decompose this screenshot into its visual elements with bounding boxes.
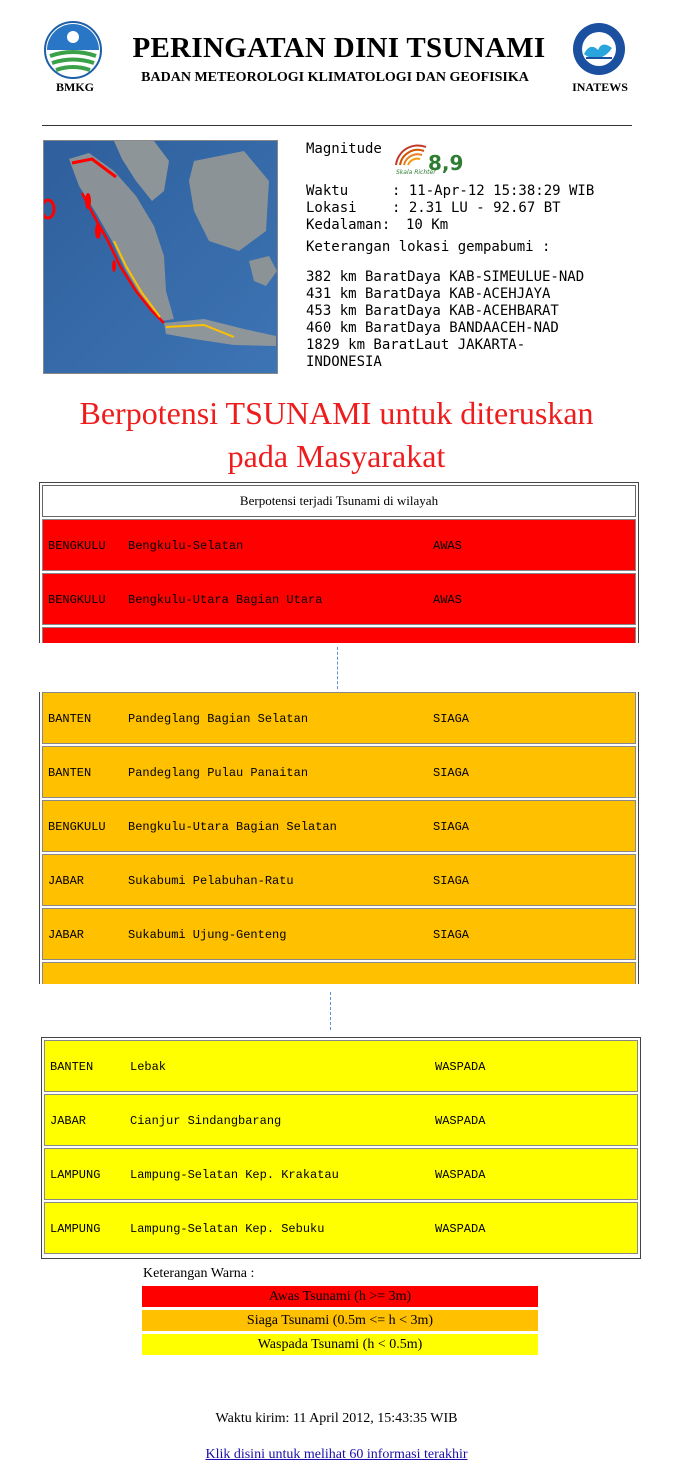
bmkg-logo-caption: BMKG [56,80,94,94]
richter-scale-text: Skala Richter [396,169,436,176]
warning-heading [30,392,643,478]
page-title: PERINGATAN DINI TSUNAMI [132,32,546,64]
table-row [44,1094,638,1146]
row-area: Bengkulu-Utara Bagian Selatan [128,820,337,834]
kedalaman-label: Kedalaman: [306,217,391,233]
table-row [42,908,636,960]
earthquake-map [43,140,278,374]
row-area: Pandeglang Pulau Panaitan [128,766,309,780]
row-province: JABAR [48,928,85,942]
row-status: WASPADA [435,1222,486,1236]
row-province: LAMPUNG [50,1222,101,1236]
location-item: 460 km BaratDaya BANDAACEH-NAD [306,320,559,336]
location-item: 382 km BaratDaya KAB-SIMEULUE-NAD [306,269,585,285]
table-row [42,746,636,798]
table-row [42,519,636,571]
bmkg-logo-icon [44,20,102,82]
row-province: BENGKULU [48,539,106,553]
truncation-marker [330,992,331,1030]
row-area: Lampung-Selatan Kep. Krakatau [130,1168,339,1182]
waktu-label: Waktu [306,183,349,199]
row-status: WASPADA [435,1168,486,1182]
magnitude-value: 8,9 [428,151,464,175]
warning-heading-line1: Berpotensi TSUNAMI untuk diteruskan [79,395,594,431]
legend-waspada: Waspada Tsunami (h < 0.5m) [142,1334,538,1355]
kedalaman-value: 10 Km [406,217,449,233]
table-row-cut [42,962,636,984]
row-province: BANTEN [50,1060,94,1074]
waktu-value: : 11-Apr-12 15:38:29 WIB [392,183,595,199]
table-row [42,854,636,906]
row-area: Pandeglang Bagian Selatan [128,712,309,726]
row-status: SIAGA [433,712,470,726]
inatews-logo-caption: INATEWS [572,80,628,94]
row-status: SIAGA [433,928,470,942]
location-item: 453 km BaratDaya KAB-ACEHBARAT [306,303,559,319]
row-area: Cianjur Sindangbarang [130,1114,282,1128]
table-header: Berpotensi terjadi Tsunami di wilayah [42,485,636,517]
row-province: JABAR [50,1114,87,1128]
waspada-table [41,1037,641,1259]
row-status: SIAGA [433,820,470,834]
truncation-marker [337,647,338,689]
table-row [42,573,636,625]
location-list [306,269,636,371]
row-area: Sukabumi Ujung-Genteng [128,928,287,942]
sent-time: Waktu kirim: 11 April 2012, 15:43:35 WIB [215,1411,458,1426]
legend-title: Keterangan Warna : [143,1266,255,1281]
location-item: 431 km BaratDaya KAB-ACEHJAYA [306,286,551,302]
row-status: AWAS [433,539,462,553]
row-province: BENGKULU [48,593,106,607]
awas-table [39,482,639,643]
table-row [44,1202,638,1254]
row-status: SIAGA [433,874,470,888]
page-header [0,0,673,120]
row-province: BANTEN [48,712,92,726]
keterangan-label: Keterangan lokasi gempabumi : [306,239,551,255]
row-area: Lebak [130,1060,167,1074]
row-province: LAMPUNG [50,1168,101,1182]
lokasi-value: : 2.31 LU - 92.67 BT [392,200,561,216]
inatews-logo-icon [572,22,626,76]
row-area: Lampung-Selatan Kep. Sebuku [130,1222,325,1236]
legend-awas: Awas Tsunami (h >= 3m) [142,1286,538,1307]
table-row-cut [42,627,636,643]
location-item: INDONESIA [306,354,382,370]
table-row [42,692,636,744]
lokasi-label: Lokasi [306,200,357,216]
table-row [42,800,636,852]
header-divider [42,125,632,126]
row-province: JABAR [48,874,85,888]
magnitude-label: Magnitude [306,141,382,157]
row-area: Bengkulu-Utara Bagian Utara [128,593,323,607]
row-area: Sukabumi Pelabuhan-Ratu [128,874,294,888]
row-status: SIAGA [433,766,470,780]
row-status: WASPADA [435,1060,486,1074]
row-province: BANTEN [48,766,92,780]
table-row [44,1148,638,1200]
row-status: WASPADA [435,1114,486,1128]
row-area: Bengkulu-Selatan [128,539,244,553]
warning-heading-line2: pada Masyarakat [227,438,446,474]
history-link[interactable]: Klik disini untuk melihat 60 informasi terakhir [205,1447,468,1462]
table-row [44,1040,638,1092]
page-subtitle: BADAN METEOROLOGI KLIMATOLOGI DAN GEOFISIKA [141,70,529,85]
location-item: 1829 km BaratLaut JAKARTA- [306,337,526,353]
row-province: BENGKULU [48,820,106,834]
row-status: AWAS [433,593,462,607]
siaga-table [39,692,639,984]
legend-siaga: Siaga Tsunami (0.5m <= h < 3m) [142,1310,538,1331]
